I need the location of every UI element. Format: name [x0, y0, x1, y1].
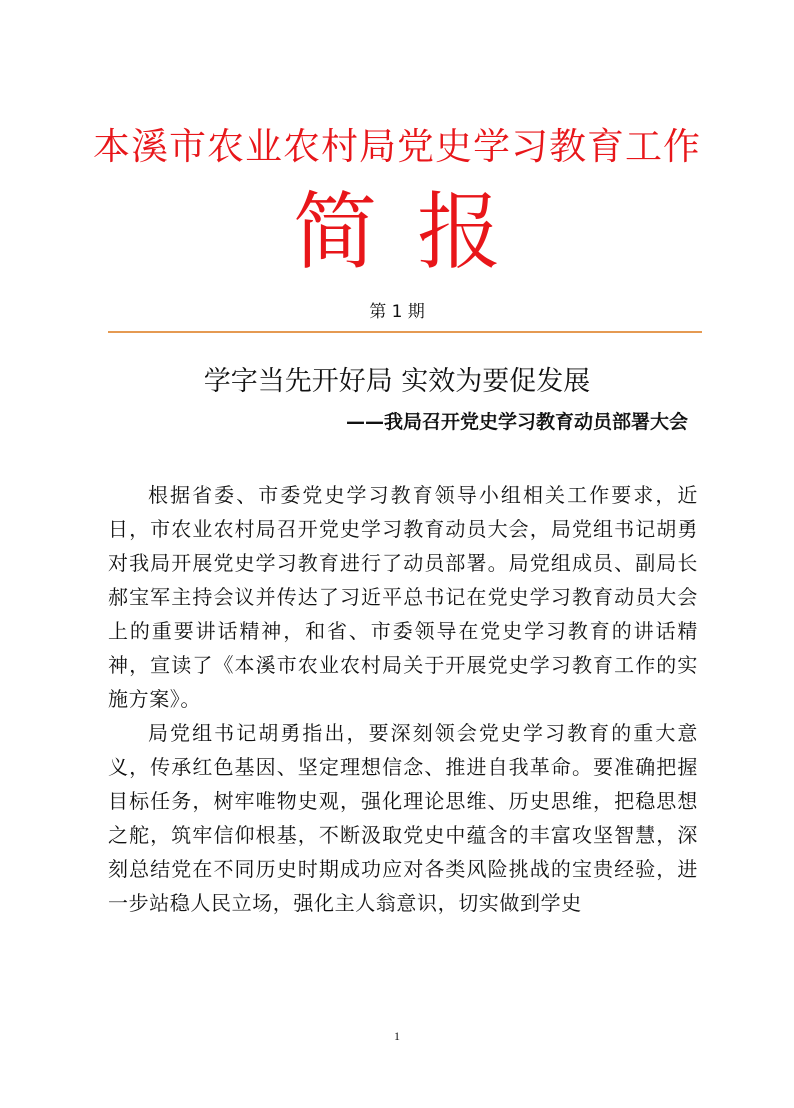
page-number: 1: [394, 1029, 400, 1043]
body-paragraph: 根据省委、市委党史学习教育领导小组相关工作要求，近日，市农业农村局召开党史学习教育动员大会，局党组书记胡勇对我局开展党史学习教育进行了动员部署。局党组成员、副局长郝宝军主持会议并传达了习近平总书记在党史学习教育动员大会上的重要讲话精神，和省、市委领导在党史学习教育的讲话精神，宣读了《本溪市农业农村局关于开展党史学习教育工作的实施方案》。: [108, 483, 698, 711]
article-headline: 学字当先开好局 实效为要促发展: [203, 366, 591, 397]
document-type-title: 简报: [292, 183, 541, 281]
header-divider: [108, 331, 702, 333]
article-subheadline: ——我局召开党史学习教育动员部署大会: [345, 411, 688, 433]
article-body: [108, 478, 698, 920]
issue-number: 第 1 期: [369, 302, 425, 322]
body-paragraph: 局党组书记胡勇指出，要深刻领会党史学习教育的重大意义，传承红色基因、坚定理想信念、推进自我革命。要准确把握目标任务，树牢唯物史观，强化理论思维、历史思维，把稳思想之舵，筑牢信仰根基，不断汲取党史中蕴含的丰富攻坚智慧，深刻总结党在不同历史时期成功应对各类风险挑战的宝贵经验，进一步站稳人民立场，强化主人翁意识，切实做到学史: [108, 721, 698, 915]
document-header-title: 本溪市农业农村局党史学习教育工作: [93, 125, 701, 168]
